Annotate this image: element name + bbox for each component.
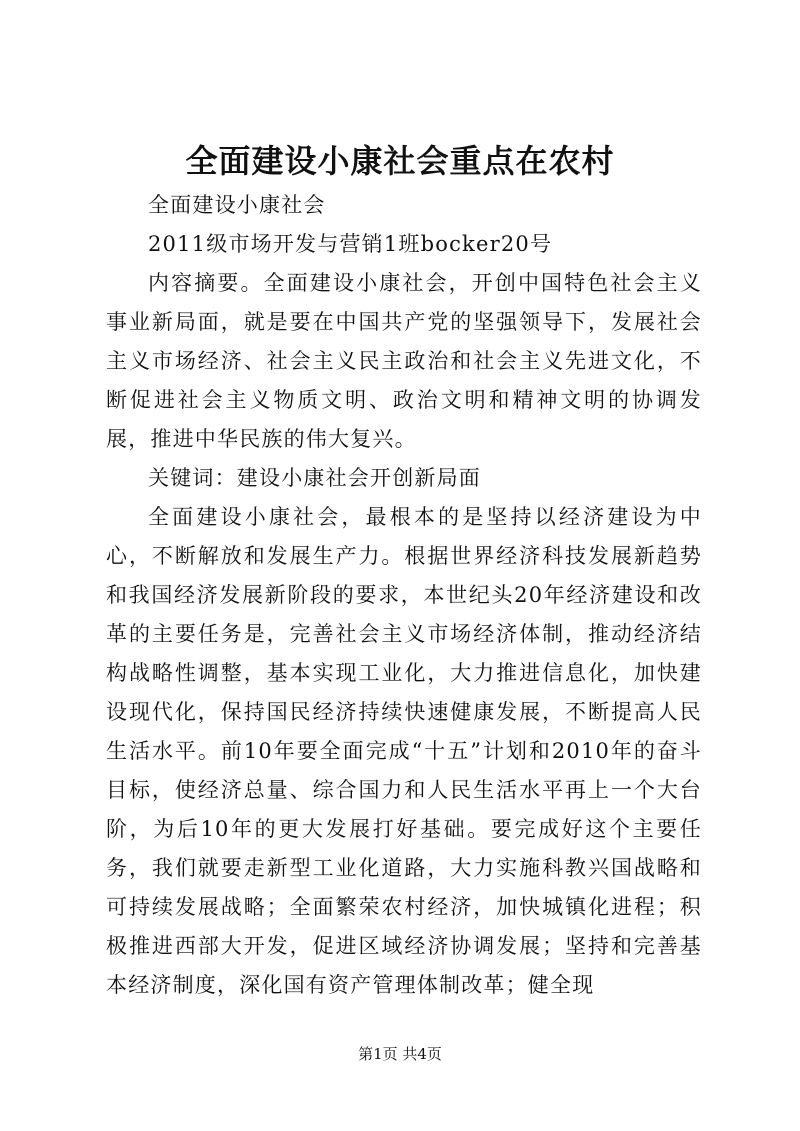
page-number: 第1页 共4页 [358,1045,442,1063]
subtitle-line: 全面建设小康社会 [148,193,326,217]
body-paragraph: 全面建设小康社会，最根本的是坚持以经济建设为中心，不断解放和发展生产力。根据世界经济科技发展新趋势和我国经济发展新阶段的要求，本世纪头20年经济建设和改革的主要任务是，完善社会主义市场经济体制，推动经济结构战略性调整，基本实现工业化，大力推进信息化，加快建设现代化，保持国民经济持续快速健康发展，不断提高人民生活水平。前10年要全面完成“十五”计划和2010年的奋斗目标，使经济总量、综合国力和人民生活水平再上一个大台阶，为后10年的更大发展打好基础。要完成好这个主要任务，我们就要走新型工业化道路，大力实施科教兴国战略和可持续发展战略；全面繁荣农村经济，加快城镇化进程；积极推进西部大开发，促进区域经济协调发展；坚持和完善基本经济制度，深化国有资产管理体制改革；健全现 [106,505,702,997]
keywords-line: 关键词：建设小康社会开创新局面 [148,466,481,490]
abstract-paragraph: 内容摘要。全面建设小康社会，开创中国特色社会主义事业新局面，就是要在中国共产党的坚强领导下，发展社会主义市场经济、社会主义民主政治和社会主义先进文化，不断促进社会主义物质文明、政治文明和精神文明的协调发展，推进中华民族的伟大复兴。 [106,271,702,451]
document-title: 全面建设小康社会重点在农村 [185,142,615,180]
document-body [106,186,702,1005]
author-line: 2011级市场开发与营销1班bocker20号 [148,232,553,256]
